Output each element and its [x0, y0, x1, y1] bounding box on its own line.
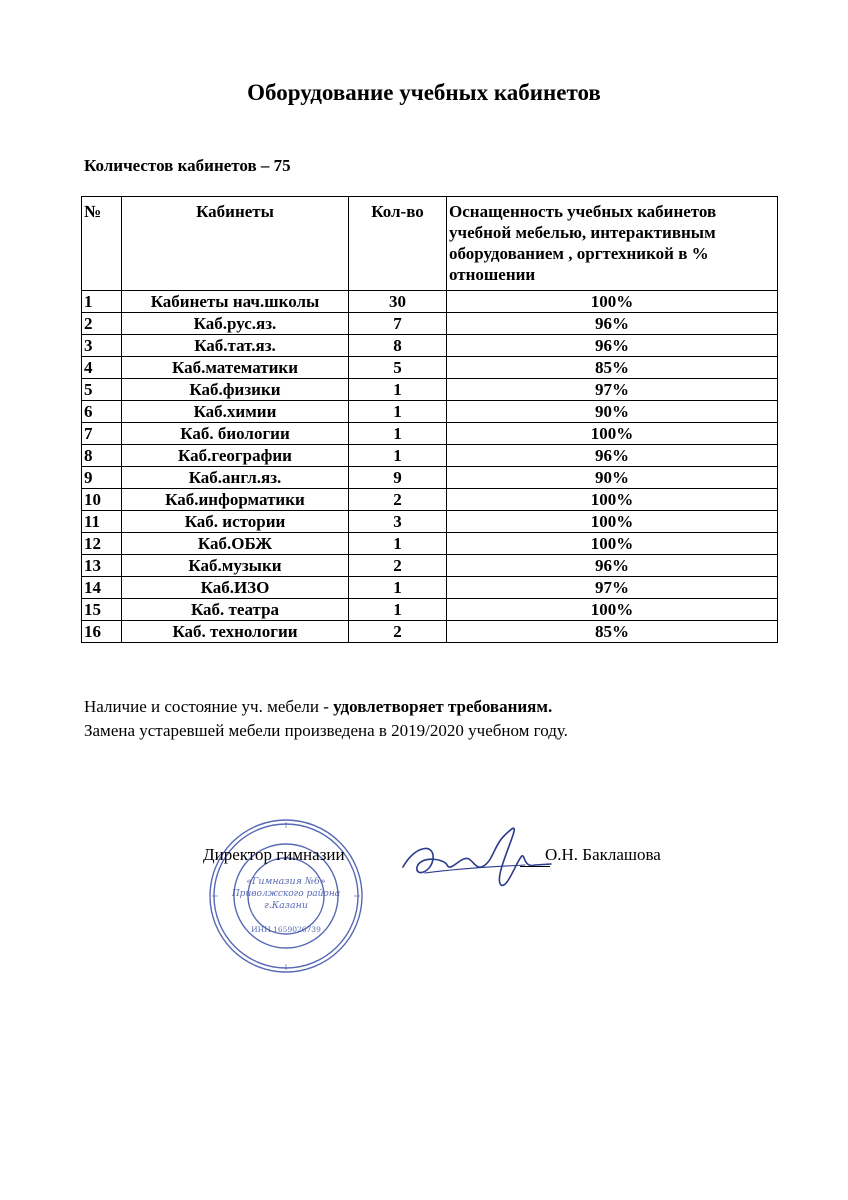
cell-pct: 96%	[447, 555, 778, 577]
cell-name: Каб.информатики	[122, 489, 349, 511]
table-row	[82, 599, 778, 621]
header-qty: Кол-во	[349, 197, 447, 291]
cell-pct: 90%	[447, 467, 778, 489]
cell-pct: 90%	[447, 401, 778, 423]
table-row	[82, 313, 778, 335]
stamp-line-2: Приволжского района	[231, 889, 341, 899]
cell-qty: 8	[349, 335, 447, 357]
cell-name: Каб.рус.яз.	[122, 313, 349, 335]
table-header-row	[82, 197, 778, 291]
cell-qty: 5	[349, 357, 447, 379]
cell-num: 6	[82, 401, 122, 423]
cell-num: 8	[82, 445, 122, 467]
furniture-status-verdict: удовлетворяет требованиям.	[333, 697, 553, 716]
cell-name: Каб.музыки	[122, 555, 349, 577]
cell-num: 2	[82, 313, 122, 335]
header-num: №	[82, 197, 122, 291]
cell-qty: 2	[349, 489, 447, 511]
cell-pct: 96%	[447, 445, 778, 467]
cell-pct: 85%	[447, 357, 778, 379]
cell-num: 15	[82, 599, 122, 621]
header-name: Кабинеты	[122, 197, 349, 291]
cell-pct: 97%	[447, 379, 778, 401]
table-row	[82, 555, 778, 577]
cell-name: Каб. театра	[122, 599, 349, 621]
cell-name: Каб.физики	[122, 379, 349, 401]
table-row	[82, 467, 778, 489]
furniture-status-note	[84, 697, 552, 717]
table-row	[82, 423, 778, 445]
cell-name: Каб.химии	[122, 401, 349, 423]
table-row	[82, 621, 778, 643]
cell-num: 13	[82, 555, 122, 577]
table-row	[82, 357, 778, 379]
stamp-inn: ИНН 1659026739	[251, 925, 321, 934]
cell-name: Каб.ИЗО	[122, 577, 349, 599]
page-title: Оборудование учебных кабинетов	[247, 80, 601, 105]
cell-num: 4	[82, 357, 122, 379]
cell-num: 11	[82, 511, 122, 533]
signatory-role: Директор гимназии	[203, 845, 345, 864]
table-row	[82, 335, 778, 357]
table-body	[82, 291, 778, 643]
cell-qty: 2	[349, 555, 447, 577]
cell-name: Каб. технологии	[122, 621, 349, 643]
cell-pct: 100%	[447, 423, 778, 445]
cell-qty: 30	[349, 291, 447, 313]
cell-pct: 96%	[447, 313, 778, 335]
cell-qty: 3	[349, 511, 447, 533]
cell-qty: 1	[349, 423, 447, 445]
cell-qty: 9	[349, 467, 447, 489]
cell-pct: 100%	[447, 489, 778, 511]
table-row	[82, 445, 778, 467]
cell-num: 14	[82, 577, 122, 599]
cell-qty: 1	[349, 401, 447, 423]
cell-pct: 100%	[447, 533, 778, 555]
room-count: Количестов кабинетов – 75	[84, 156, 291, 175]
cell-name: Каб. биологии	[122, 423, 349, 445]
cell-pct: 85%	[447, 621, 778, 643]
cell-qty: 2	[349, 621, 447, 643]
stamp-line-1: «Гимназия №6»	[246, 876, 326, 887]
cell-num: 9	[82, 467, 122, 489]
cell-pct: 97%	[447, 577, 778, 599]
signatory-name: О.Н. Баклашова	[545, 845, 661, 864]
cell-name: Каб.географии	[122, 445, 349, 467]
table-row	[82, 401, 778, 423]
equipment-table	[81, 196, 778, 643]
cell-num: 12	[82, 533, 122, 555]
header-pct: Оснащенность учебных кабинетов учебной мебелью, интерактивным оборудованием , оргтехникой в % отношении	[447, 197, 778, 291]
table-row	[82, 379, 778, 401]
cell-name: Каб.тат.яз.	[122, 335, 349, 357]
table-row	[82, 489, 778, 511]
cell-num: 7	[82, 423, 122, 445]
cell-num: 10	[82, 489, 122, 511]
cell-num: 16	[82, 621, 122, 643]
cell-num: 5	[82, 379, 122, 401]
cell-qty: 7	[349, 313, 447, 335]
furniture-status-prefix: Наличие и состояние уч. мебели -	[84, 697, 334, 716]
official-stamp	[206, 816, 366, 976]
stamp-line-3: г.Казани	[263, 900, 309, 911]
furniture-replacement-note: Замена устаревшей мебели произведена в 2019/2020 учебном году.	[84, 721, 568, 740]
cell-name: Кабинеты нач.школы	[122, 291, 349, 313]
cell-pct: 100%	[447, 511, 778, 533]
cell-name: Каб.математики	[122, 357, 349, 379]
cell-pct: 100%	[447, 291, 778, 313]
director-signature	[395, 815, 555, 895]
cell-name: Каб. истории	[122, 511, 349, 533]
table-row	[82, 291, 778, 313]
cell-qty: 1	[349, 533, 447, 555]
table-row	[82, 511, 778, 533]
cell-qty: 1	[349, 445, 447, 467]
cell-qty: 1	[349, 599, 447, 621]
cell-qty: 1	[349, 577, 447, 599]
cell-qty: 1	[349, 379, 447, 401]
cell-pct: 100%	[447, 599, 778, 621]
table-row	[82, 577, 778, 599]
table-row	[82, 533, 778, 555]
cell-name: Каб.ОБЖ	[122, 533, 349, 555]
cell-pct: 96%	[447, 335, 778, 357]
cell-num: 3	[82, 335, 122, 357]
cell-name: Каб.англ.яз.	[122, 467, 349, 489]
signature-underline	[520, 866, 550, 867]
cell-num: 1	[82, 291, 122, 313]
